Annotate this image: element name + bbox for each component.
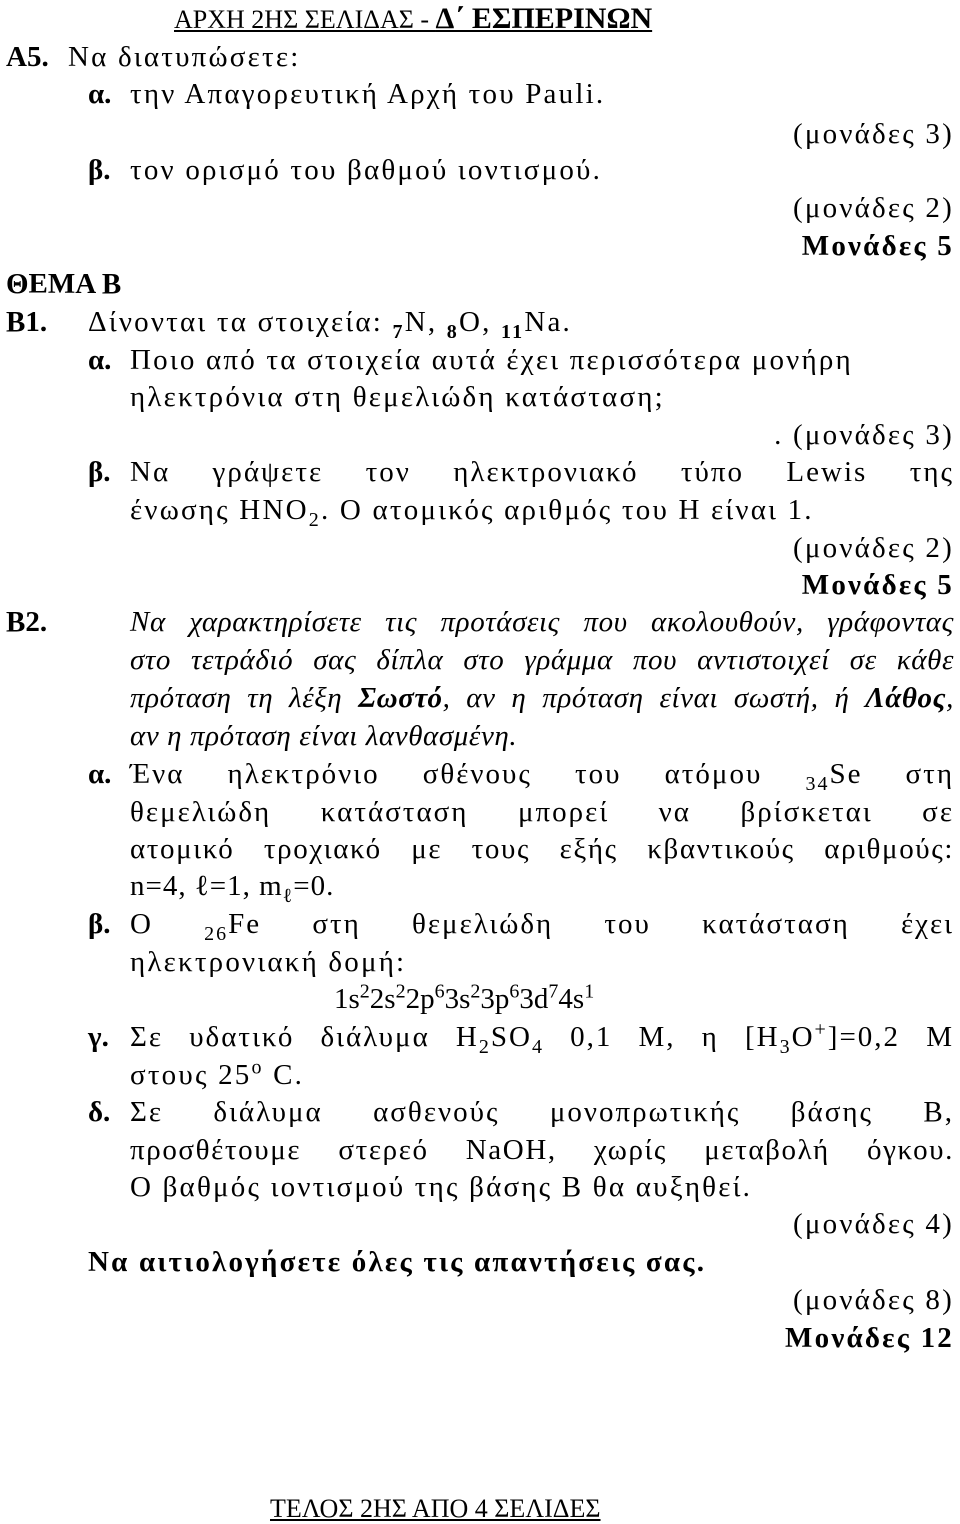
orbital-1: 2s	[369, 983, 396, 1015]
a5-intro: Να διατυπώσετε:	[68, 41, 301, 73]
electron-configuration	[334, 980, 595, 1015]
orbital-4: 3p	[480, 983, 510, 1015]
page-header	[174, 4, 652, 34]
orbital-electrons-1: 2	[395, 980, 406, 1003]
b1-a-points: . (μονάδες 3)	[774, 419, 954, 451]
header-suffix: Δ΄ ΕΣΠΕΡΙΝΩΝ	[435, 2, 653, 35]
b2-justify-points: (μονάδες 8)	[793, 1284, 954, 1316]
orbital-electrons-0: 2	[359, 980, 370, 1003]
b1-label: Β1.	[6, 306, 48, 338]
b2-justify-instruction: Να αιτιολογήσετε όλες τις απαντήσεις σας.	[88, 1246, 707, 1278]
header-prefix: ΑΡΧΗ 2ΗΣ ΣΕΛΙΔΑΣ -	[174, 5, 436, 34]
page-footer: ΤΕΛΟΣ 2ΗΣ ΑΠΟ 4 ΣΕΛΙΔΕΣ	[270, 1494, 601, 1523]
b2-line2: στο τετράδιό σας δίπλα στο γράμμα που αντιστοιχεί σε κάθε	[130, 644, 954, 676]
b2-d-line2: προσθέτουμε στερεό NaOH, χωρίς μεταβολή όγκου.	[130, 1134, 954, 1166]
b2-d-line1: Σε διάλυμα ασθενούς μονοπρωτικής βάσης Β,	[130, 1096, 954, 1128]
b2-c-label: γ.	[88, 1021, 109, 1053]
orbital-2: 2p	[405, 983, 435, 1015]
b2-b-label: β.	[88, 908, 111, 940]
b1-a-line2: ηλεκτρόνια στη θεμελιώδη κατάσταση;	[130, 381, 665, 413]
orbital-0: 1s	[334, 983, 360, 1015]
b2-a-label: α.	[88, 758, 112, 790]
orbital-electrons-3: 2	[470, 980, 481, 1003]
a5-a-text: την Απαγορευτική Αρχή του Pauli.	[130, 78, 606, 110]
orbital-5: 3d	[519, 983, 549, 1015]
b2-a-line1: Ένα ηλεκτρόνιο σθένους του ατόμου $_{34}$Se στη	[130, 758, 954, 795]
theme-b-heading: ΘΕΜΑ Β	[6, 268, 122, 300]
b2-a-line4: n=4, ℓ=1, $m_\ell=0$.	[130, 870, 335, 907]
b2-a-line2: θεμελιώδη κατάσταση μπορεί να βρίσκεται σε	[130, 796, 954, 828]
b1-a-label: α.	[88, 344, 112, 376]
a5-total: Μονάδες 5	[801, 230, 954, 262]
b1-b-line1: Να γράψετε τον ηλεκτρονιακό τύπο Lewis της	[130, 456, 954, 488]
b2-label: Β2.	[6, 606, 48, 638]
b1-total: Μονάδες 5	[801, 569, 954, 601]
b2-c-line1: Σε υδατικό διάλυμα $H_2SO_4$ 0,1 M, η $[H_3O^+]=0,2$ M	[130, 1018, 954, 1058]
b1-intro: Δίνονται τα στοιχεία: $_7$N, $_8$O, $_{11}$Na.	[88, 306, 572, 343]
b2-d-points: (μονάδες 4)	[793, 1208, 954, 1240]
b1-a-line1: Ποιο από τα στοιχεία αυτά έχει περισσότερα μονήρη	[130, 344, 853, 376]
b2-a-line3: ατομικό τροχιακό με τους εξής κβαντικούς αριθμούς:	[130, 833, 954, 865]
b2-b-line2: ηλεκτρονιακή δομή:	[130, 946, 407, 978]
b2-line3: πρόταση τη λέξη Σωστό, αν η πρόταση είναι σωστή, ή Λάθος,	[130, 682, 954, 714]
b2-d-label: δ.	[88, 1096, 111, 1128]
a5-label: Α5.	[6, 41, 49, 73]
a5-b-points: (μονάδες 2)	[793, 192, 954, 224]
b1-b-label: β.	[88, 456, 111, 488]
b1-b-points: (μονάδες 2)	[793, 532, 954, 564]
b2-b-line1: Ο $_{26}$Fe στη θεμελιώδη του κατάσταση έχει	[130, 908, 954, 945]
a5-a-points: (μονάδες 3)	[793, 118, 954, 150]
b2-line1: Να χαρακτηρίσετε τις προτάσεις που ακολουθούν, γράφοντας	[130, 606, 954, 638]
orbital-3: 3s	[444, 983, 471, 1015]
a5-b-label: β.	[88, 154, 111, 186]
orbital-6: 4s	[558, 983, 585, 1015]
b1-b-line2: ένωσης $HNO_2$. Ο ατομικός αριθμός του Η είναι 1.	[130, 494, 814, 531]
orbital-electrons-6: 1	[584, 980, 595, 1003]
a5-b-text: τον ορισμό του βαθμού ιοντισμού.	[130, 154, 603, 186]
a5-a-label: α.	[88, 78, 112, 110]
orbital-electrons-5: 7	[548, 980, 559, 1003]
orbital-electrons-4: 6	[509, 980, 520, 1003]
b2-c-line2: στους 25$^o$ C.	[130, 1056, 305, 1091]
b2-total: Μονάδες 12	[785, 1322, 954, 1354]
b2-line4: αν η πρόταση είναι λανθασμένη.	[130, 720, 518, 752]
orbital-electrons-2: 6	[434, 980, 445, 1003]
b2-d-line3: Ο βαθμός ιοντισμού της βάσης Β θα αυξηθεί.	[130, 1171, 753, 1203]
